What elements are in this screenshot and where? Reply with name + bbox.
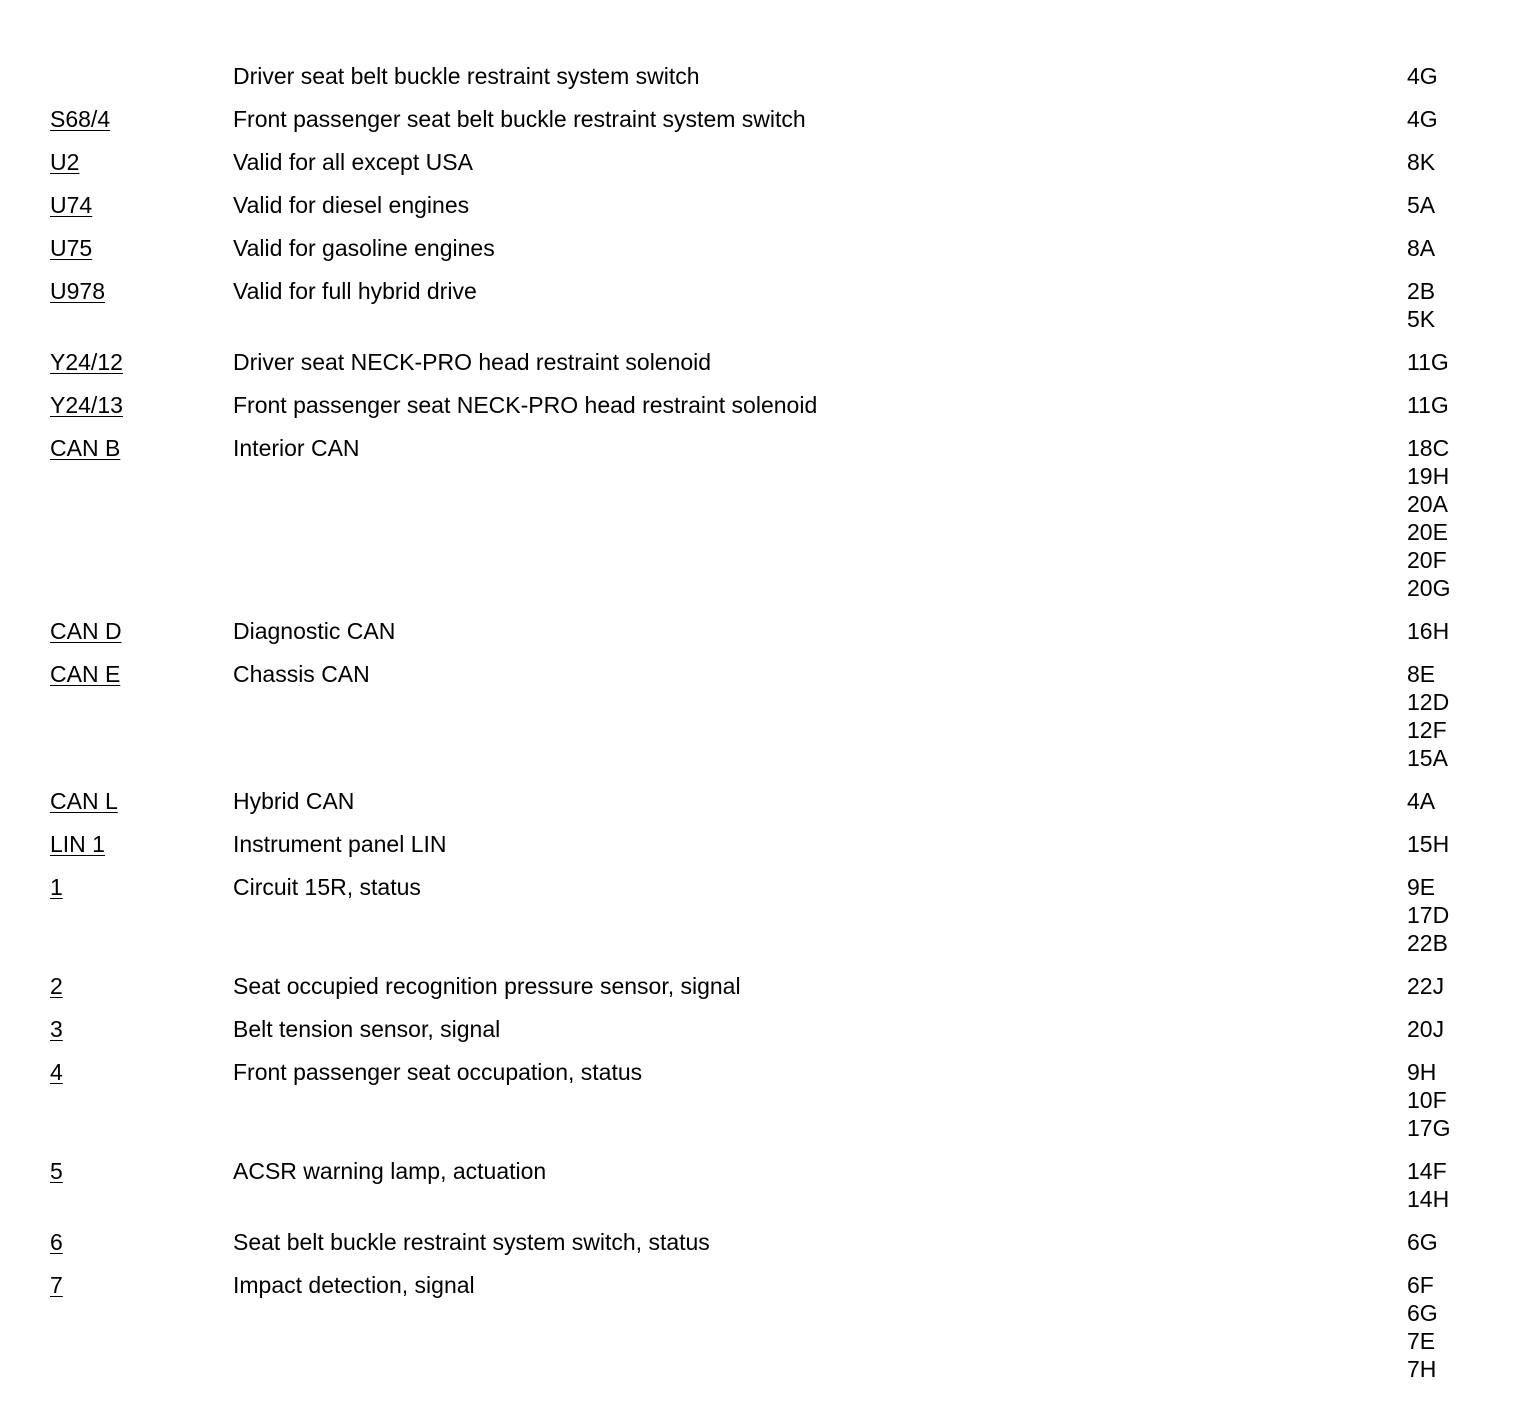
- grid-reference-list: [1407, 348, 1449, 376]
- grid-reference: 20G: [1407, 575, 1451, 601]
- grid-reference: 4A: [1407, 788, 1436, 814]
- grid-reference: 6G: [1407, 1300, 1438, 1326]
- grid-reference: 7E: [1407, 1328, 1436, 1354]
- grid-reference: 8A: [1407, 235, 1436, 261]
- legend-description: ACSR warning lamp, actuation: [233, 1158, 547, 1184]
- grid-reference: 9E: [1407, 874, 1436, 900]
- grid-reference: 20F: [1407, 547, 1447, 573]
- grid-reference: 22J: [1407, 973, 1445, 999]
- legend-description: Chassis CAN: [233, 661, 370, 687]
- grid-reference: 2B: [1407, 278, 1436, 304]
- grid-reference-list: [1407, 972, 1444, 1000]
- legend-description: Front passenger seat NECK-PRO head restraint solenoid: [233, 392, 818, 418]
- legend-code-link[interactable]: 3: [50, 1016, 63, 1042]
- grid-reference-list: [1407, 1157, 1449, 1213]
- legend-description: Interior CAN: [233, 435, 360, 461]
- grid-reference-list: [1407, 1271, 1438, 1383]
- legend-code-link[interactable]: 7: [50, 1272, 63, 1298]
- legend-code-link[interactable]: U75: [50, 235, 93, 261]
- legend-description: Front passenger seat occupation, status: [233, 1059, 643, 1085]
- grid-reference: 11G: [1407, 349, 1449, 375]
- legend-description: Valid for diesel engines: [233, 192, 470, 218]
- grid-reference: 20E: [1407, 519, 1448, 545]
- grid-reference: 7H: [1407, 1356, 1437, 1382]
- grid-reference: 12D: [1407, 689, 1450, 715]
- grid-reference: 15A: [1407, 745, 1448, 771]
- legend-code-link[interactable]: LIN 1: [50, 831, 105, 857]
- grid-reference-list: [1407, 148, 1435, 176]
- grid-reference: 18C: [1407, 435, 1450, 461]
- grid-reference-list: [1407, 873, 1449, 957]
- legend-code-link[interactable]: U978: [50, 278, 105, 304]
- legend-code-link[interactable]: CAN D: [50, 618, 122, 644]
- grid-reference-list: [1407, 1228, 1438, 1256]
- grid-reference-list: [1407, 234, 1435, 262]
- grid-reference-list: [1407, 434, 1450, 602]
- legend-code-link[interactable]: CAN E: [50, 661, 121, 687]
- legend-description: Valid for all except USA: [233, 149, 473, 175]
- legend-description: Instrument panel LIN: [233, 831, 447, 857]
- legend-code-link[interactable]: Y24/12: [50, 349, 123, 375]
- grid-reference: 11G: [1407, 392, 1449, 418]
- legend-code-link[interactable]: 4: [50, 1059, 63, 1085]
- grid-reference: 20J: [1407, 1016, 1445, 1042]
- grid-reference-list: [1407, 1015, 1444, 1043]
- legend-code-link[interactable]: Y24/13: [50, 392, 123, 418]
- grid-reference-list: [1407, 62, 1438, 90]
- grid-reference: 4G: [1407, 106, 1438, 132]
- legend-code-link[interactable]: 2: [50, 973, 63, 999]
- legend-description: Driver seat NECK-PRO head restraint solenoid: [233, 349, 712, 375]
- grid-reference: 6F: [1407, 1272, 1434, 1298]
- legend-code-link[interactable]: 1: [50, 874, 63, 900]
- legend-description: Circuit 15R, status: [233, 874, 421, 900]
- grid-reference-list: [1407, 660, 1449, 772]
- grid-reference: 8E: [1407, 661, 1436, 687]
- grid-reference-list: [1407, 391, 1449, 419]
- grid-reference: 16H: [1407, 618, 1450, 644]
- grid-reference: 14F: [1407, 1158, 1447, 1184]
- legend-description: Hybrid CAN: [233, 788, 355, 814]
- grid-reference: 4G: [1407, 63, 1438, 89]
- grid-reference: 19H: [1407, 463, 1450, 489]
- legend-code-link[interactable]: 6: [50, 1229, 63, 1255]
- grid-reference-list: [1407, 105, 1438, 133]
- grid-reference: 15H: [1407, 831, 1450, 857]
- legend-description: Valid for full hybrid drive: [233, 278, 477, 304]
- legend-description: Belt tension sensor, signal: [233, 1016, 501, 1042]
- grid-reference-list: [1407, 830, 1449, 858]
- grid-reference: 5A: [1407, 192, 1436, 218]
- legend-code-link[interactable]: CAN B: [50, 435, 121, 461]
- legend-description: Seat occupied recognition pressure sensor, signal: [233, 973, 741, 999]
- grid-reference-list: [1407, 191, 1435, 219]
- grid-reference: 17G: [1407, 1115, 1451, 1141]
- legend-code-link[interactable]: S68/4: [50, 106, 111, 132]
- legend-code-link[interactable]: CAN L: [50, 788, 118, 814]
- grid-reference: 8K: [1407, 149, 1436, 175]
- grid-reference-list: [1407, 787, 1435, 815]
- grid-reference: 12F: [1407, 717, 1447, 743]
- legend-description: Diagnostic CAN: [233, 618, 396, 644]
- legend-code-link[interactable]: U2: [50, 149, 80, 175]
- grid-reference: 9H: [1407, 1059, 1437, 1085]
- legend-description: Front passenger seat belt buckle restraint system switch: [233, 106, 806, 132]
- legend-code-link[interactable]: U74: [50, 192, 93, 218]
- grid-reference-list: [1407, 277, 1435, 333]
- grid-reference: 6G: [1407, 1229, 1438, 1255]
- legend-description: Valid for gasoline engines: [233, 235, 495, 261]
- legend-description: Seat belt buckle restraint system switch, status: [233, 1229, 710, 1255]
- legend-description: Impact detection, signal: [233, 1272, 475, 1298]
- grid-reference-list: [1407, 617, 1449, 645]
- grid-reference: 17D: [1407, 902, 1450, 928]
- grid-reference: 10F: [1407, 1087, 1447, 1113]
- grid-reference: 14H: [1407, 1186, 1450, 1212]
- grid-reference-list: [1407, 1058, 1450, 1142]
- legend-description: Driver seat belt buckle restraint system switch: [233, 63, 700, 89]
- grid-reference: 5K: [1407, 306, 1436, 332]
- grid-reference: 20A: [1407, 491, 1448, 517]
- legend-code-link[interactable]: 5: [50, 1158, 63, 1184]
- grid-reference: 22B: [1407, 930, 1448, 956]
